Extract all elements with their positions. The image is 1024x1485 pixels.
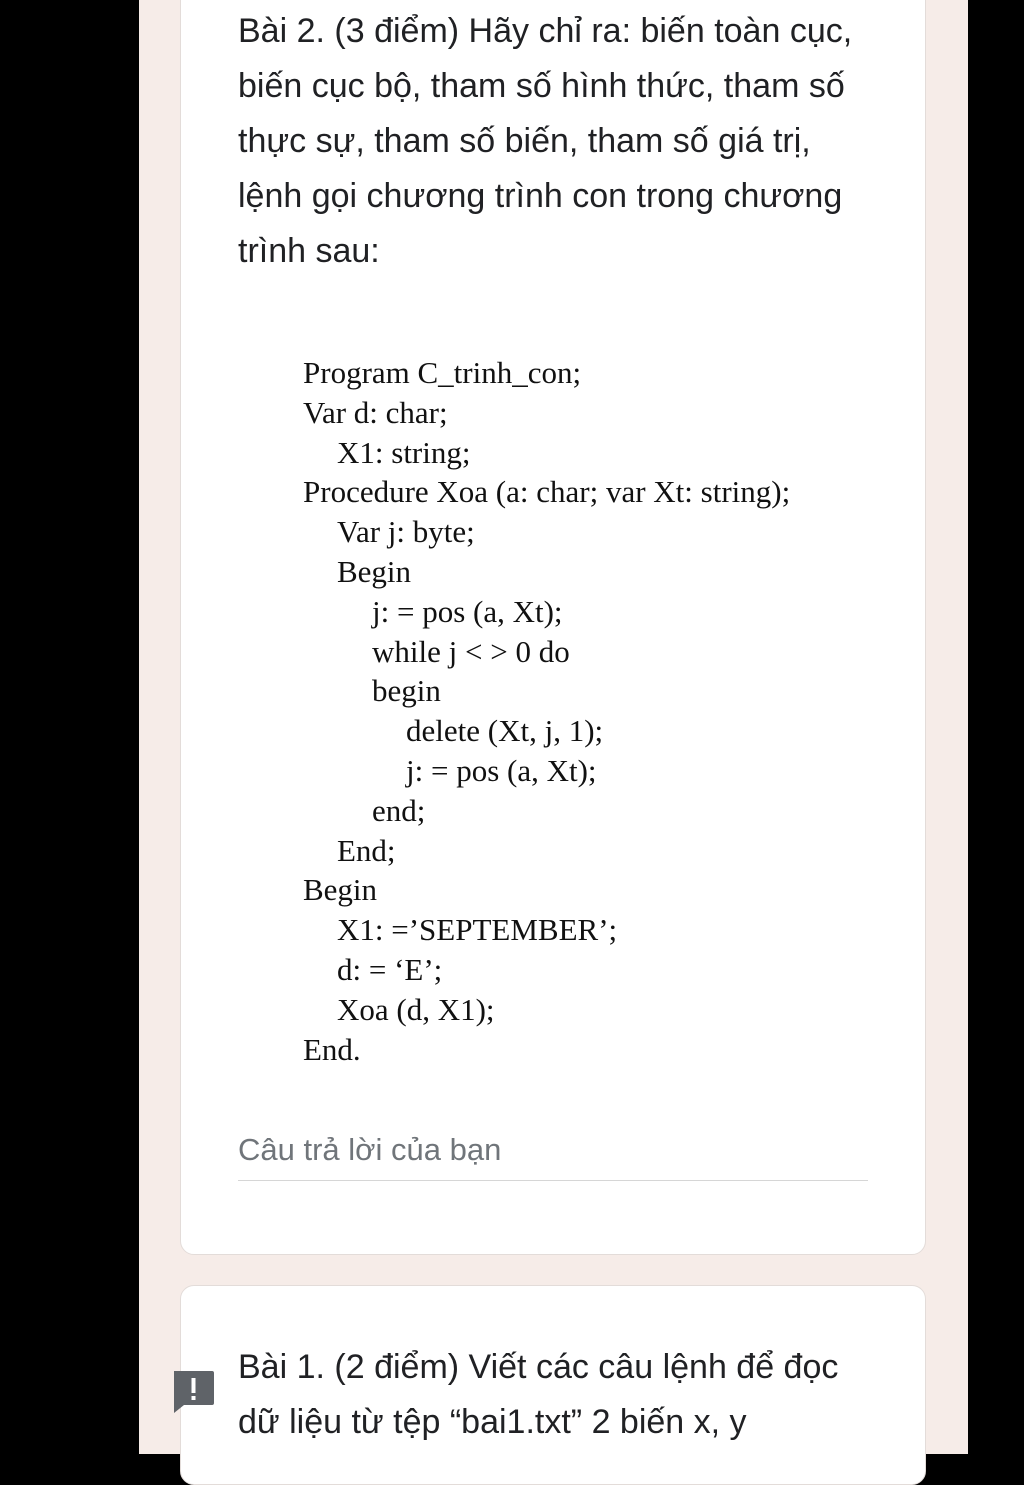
code-line: Begin	[303, 872, 378, 908]
code-line: End.	[303, 1031, 361, 1067]
code-line: X1: string;	[337, 434, 471, 470]
code-line: d: = ‘E’;	[337, 951, 443, 987]
code-line: X1: =’SEPTEMBER’;	[337, 912, 618, 948]
code-line: Xoa (d, X1);	[337, 991, 495, 1027]
code-line: Begin	[337, 553, 412, 589]
code-block	[303, 353, 790, 1069]
code-line: j: = pos (a, Xt);	[372, 593, 563, 629]
code-line: while j < > 0 do	[372, 633, 570, 669]
answer-input[interactable]: Câu trả lời của bạn	[238, 1126, 868, 1181]
code-line: Procedure Xoa (a: char; var Xt: string);	[303, 474, 791, 510]
question-title-bai-1: Bài 1. (2 điểm) Viết các câu lệnh để đọc dữ liệu từ tệp “bai1.txt” 2 biến x, y	[238, 1348, 839, 1441]
alert-icon	[170, 1368, 216, 1414]
code-line: End;	[337, 832, 396, 868]
code-line: Var j: byte;	[337, 514, 475, 550]
question-title-bai-2: Bài 2. (3 điểm) Hãy chỉ ra: biến toàn cục, biến cục bộ, tham số hình thức, tham số thực sự, tham số biến, tham số giá trị, lệnh gọi chương trình con trong chương trình sau:	[238, 12, 853, 270]
code-line: Var d: char;	[303, 394, 448, 430]
code-line: delete (Xt, j, 1);	[406, 713, 604, 749]
code-line: Program C_trinh_con;	[303, 355, 582, 390]
code-line: j: = pos (a, Xt);	[406, 752, 597, 788]
code-line: end;	[372, 792, 426, 828]
code-line: begin	[372, 673, 441, 709]
